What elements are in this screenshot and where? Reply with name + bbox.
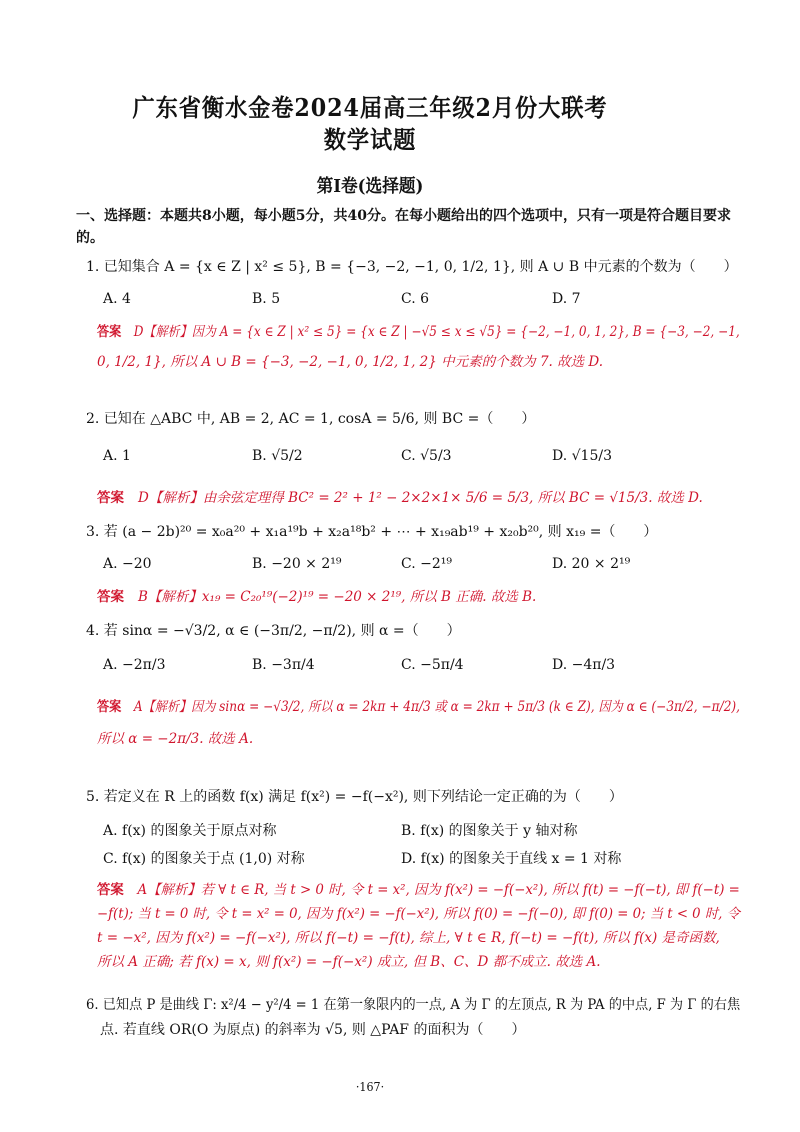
- question-5-stem: 5. 若定义在 R 上的函数 f(x) 满足 f(x²) = −f(−x²), 则下列结论一定正确的为（ ）: [86, 789, 623, 805]
- question-5-option-b: B. f(x) 的图象关于 y 轴对称: [401, 823, 578, 839]
- answer-tag: 答案: [97, 589, 124, 605]
- answer-tag: 答案: [97, 699, 122, 715]
- question-4-analysis-line-2: 所以 α = −2π/3. 故选 A.: [97, 731, 254, 747]
- question-5-analysis-line-2: −f(t); 当 t = 0 时, 令 t = x² = 0, 因为 f(x²) = −f(−x²), 所以 f(0) = −f(−0), 即 f(0) = 0; 当 t < 0 时, 令: [97, 906, 740, 922]
- question-1-option-d: D. 7: [552, 291, 581, 307]
- question-4-option-b: B. −3π/4: [252, 657, 315, 673]
- question-2-option-c: C. √5/3: [401, 448, 452, 464]
- question-1-analysis-line-2: 0, 1/2, 1}, 所以 A ∪ B = {−3, −2, −1, 0, 1/2, 1, 2} 中元素的个数为 7. 故选 D.: [97, 354, 604, 370]
- question-1-option-a: A. 4: [103, 291, 131, 307]
- answer-tag: 答案: [97, 882, 124, 898]
- question-3-option-c: C. −2¹⁹: [401, 556, 452, 572]
- question-1-stem: 1. 已知集合 A = {x ∈ Z | x² ≤ 5}, B = {−3, −2, −1, 0, 1/2, 1}, 则 A ∪ B 中元素的个数为（ ）: [86, 259, 738, 275]
- question-6-stem-line-2: 点. 若直线 OR(O 为原点) 的斜率为 √5, 则 △PAF 的面积为（ ）: [100, 1022, 526, 1038]
- paper-title: 广东省衡水金卷2024届高三年级2月份大联考: [132, 93, 608, 122]
- question-4-option-d: D. −4π/3: [552, 657, 616, 673]
- question-2-option-b: B. √5/2: [252, 448, 303, 464]
- paper-subtitle: 数学试题: [323, 125, 417, 154]
- question-4-option-c: C. −5π/4: [401, 657, 464, 673]
- question-5-analysis-line-3: t = −x², 因为 f(x²) = −f(−x²), 所以 f(−t) = −f(t), 综上, ∀ t ∈ R, f(−t) = −f(t), 所以 f(x) 是奇函数,: [97, 930, 720, 946]
- instructions-line-1: 一、选择题：本题共8小题，每小题5分，共40分。在每小题给出的四个选项中，只有一项是符合题目要求: [76, 208, 731, 224]
- section-heading: 第I卷(选择题): [316, 176, 424, 197]
- question-4-stem: 4. 若 sinα = −√3/2, α ∈ (−3π/2, −π/2), 则 α =（ ）: [86, 623, 461, 639]
- question-3-analysis-line-1: [97, 585, 536, 605]
- question-2-option-a: A. 1: [103, 448, 131, 464]
- question-5-option-d: D. f(x) 的图象关于直线 x = 1 对称: [401, 851, 622, 867]
- question-4-option-a: A. −2π/3: [103, 657, 166, 673]
- analysis-text: A【解析】若 ∀ t ∈ R, 当 t > 0 时, 令 t = x², 因为 f(x²) = −f(−x²), 所以 f(t) = −f(−t), 即 f(−t) =: [137, 882, 740, 898]
- question-1-option-b: B. 5: [252, 291, 281, 307]
- analysis-text: D【解析】因为 A = {x ∈ Z | x² ≤ 5} = {x ∈ Z | −√5 ≤ x ≤ √5} = {−2, −1, 0, 1, 2}, B = {−3, −2, −1,: [133, 324, 740, 340]
- answer-tag: 答案: [97, 490, 124, 506]
- question-6-stem-line-1: 6. 已知点 P 是曲线 Γ: x²/4 − y²/4 = 1 在第一象限内的一点, A 为 Γ 的左顶点, R 为 PA 的中点, F 为 Γ 的右焦: [86, 997, 741, 1013]
- question-2-analysis-line-1: [97, 486, 703, 506]
- answer-tag: 答案: [97, 324, 122, 340]
- question-5-analysis-line-1: [97, 878, 740, 898]
- question-1-option-c: C. 6: [401, 291, 430, 307]
- analysis-text: B【解析】x₁₉ = C₂₀¹⁹(−2)¹⁹ = −20 × 2¹⁹, 所以 B 正确. 故选 B.: [138, 589, 537, 605]
- page-number: ·167·: [355, 1080, 385, 1094]
- question-5-option-a: A. f(x) 的图象关于原点对称: [103, 823, 277, 839]
- question-4-analysis-line-1: [97, 695, 740, 715]
- analysis-text: A【解析】因为 sinα = −√3/2, 所以 α = 2kπ + 4π/3 或 α = 2kπ + 5π/3 (k ∈ Z), 因为 α ∈ (−3π/2, −π/2),: [133, 699, 741, 715]
- question-2-option-d: D. √15/3: [552, 448, 612, 464]
- question-2-stem: 2. 已知在 △ABC 中, AB = 2, AC = 1, cosA = 5/6, 则 BC =（ ）: [86, 411, 536, 427]
- question-5-analysis-line-4: 所以 A 正确; 若 f(x) = x, 则 f(x²) = −f(−x²) 成立, 但 B、C、D 都不成立. 故选 A.: [97, 954, 601, 970]
- question-3-stem: 3. 若 (a − 2b)²⁰ = x₀a²⁰ + x₁a¹⁹b + x₂a¹⁸b² + ⋯ + x₁₉ab¹⁹ + x₂₀b²⁰, 则 x₁₉ =（ ）: [86, 524, 658, 540]
- question-3-option-a: A. −20: [103, 556, 152, 572]
- question-1-analysis-line-1: [97, 320, 740, 340]
- question-3-option-d: D. 20 × 2¹⁹: [552, 556, 631, 572]
- instructions-line-2: 的。: [76, 230, 104, 246]
- analysis-text: D【解析】由余弦定理得 BC² = 2² + 1² − 2×2×1× 5/6 = 5/3, 所以 BC = √15/3. 故选 D.: [138, 490, 703, 506]
- question-5-option-c: C. f(x) 的图象关于点 (1,0) 对称: [103, 851, 305, 867]
- question-3-option-b: B. −20 × 2¹⁹: [252, 556, 342, 572]
